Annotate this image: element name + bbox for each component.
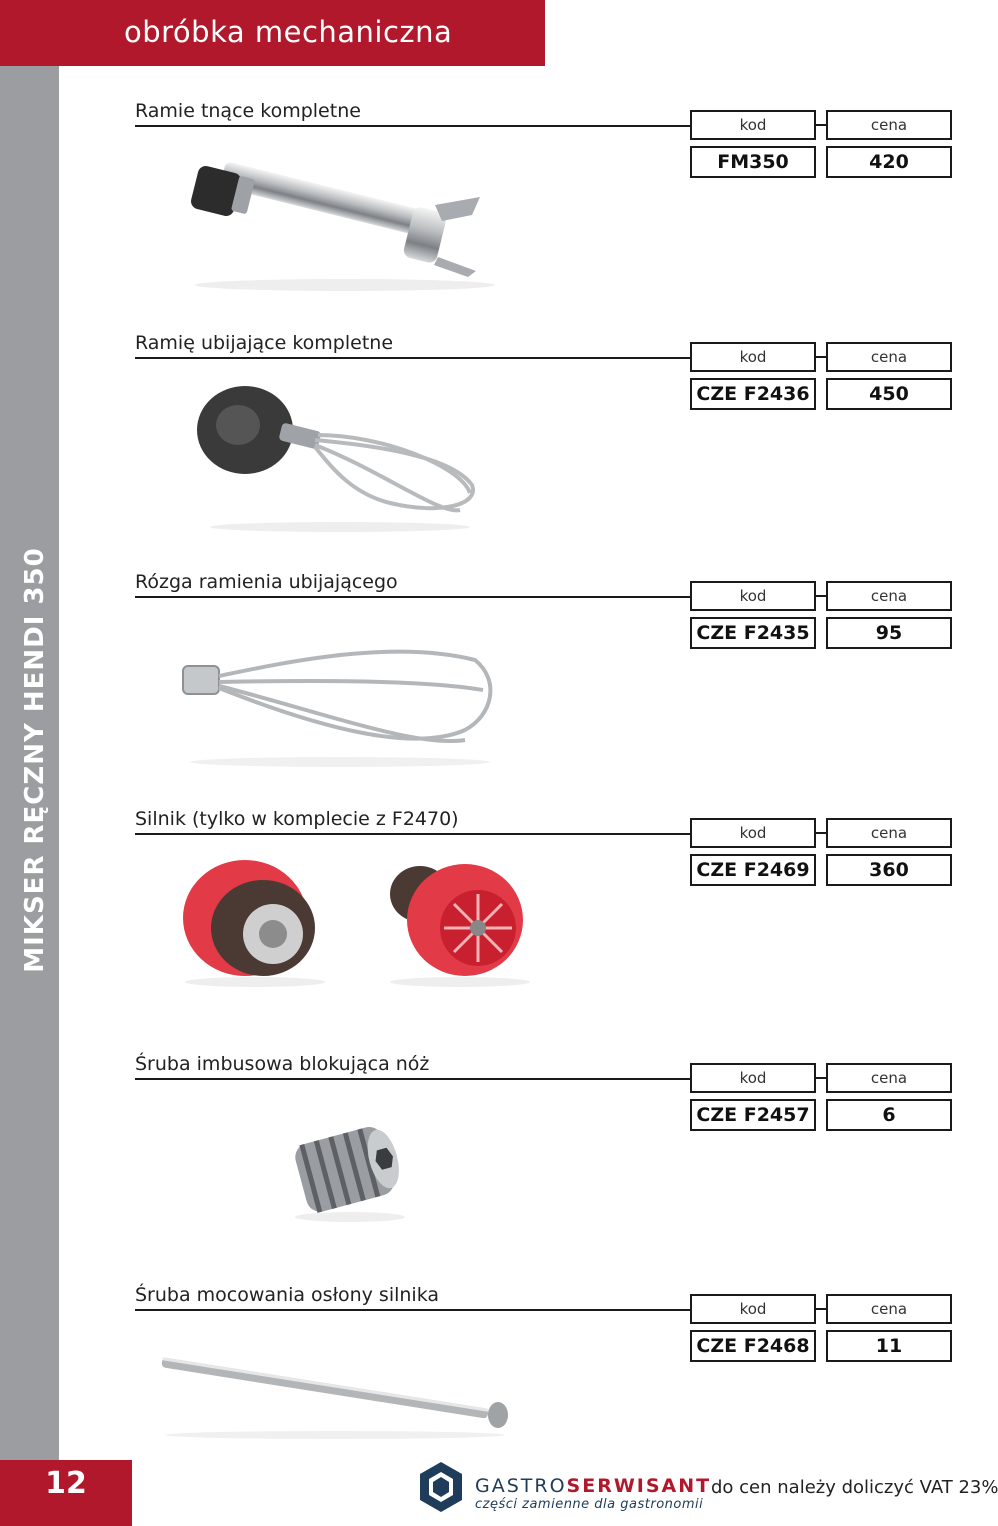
cena-value: 420 xyxy=(826,146,952,178)
vat-note: do cen należy doliczyć VAT 23% xyxy=(711,1477,998,1498)
product-underline xyxy=(135,596,691,598)
cena-label: cena xyxy=(826,818,952,848)
cena-value: 6 xyxy=(826,1099,952,1131)
kod-label: kod xyxy=(690,1294,816,1324)
brand-name xyxy=(475,1475,711,1497)
column-connector xyxy=(816,595,826,597)
section-title: obróbka mechaniczna xyxy=(124,15,453,49)
long-screw-image xyxy=(150,1335,520,1445)
kod-label: kod xyxy=(690,110,816,140)
product-underline xyxy=(135,833,691,835)
whisk-arm-image xyxy=(190,375,490,535)
product-name: Rózga ramienia ubijającego xyxy=(135,571,398,593)
column-connector xyxy=(816,1077,826,1079)
cena-value: 360 xyxy=(826,854,952,886)
product-name: Ramie tnące kompletne xyxy=(135,100,361,122)
cena-label: cena xyxy=(826,1063,952,1093)
cena-value: 11 xyxy=(826,1330,952,1362)
cena-label: cena xyxy=(826,342,952,372)
side-label: MIKSER RĘCZNY HENDI 350 xyxy=(20,547,50,973)
cena-value: 450 xyxy=(826,378,952,410)
kod-value: CZE F2469 xyxy=(690,854,816,886)
blender-shaft-image xyxy=(180,145,510,295)
cena-label: cena xyxy=(826,1294,952,1324)
product-underline xyxy=(135,357,691,359)
column-connector xyxy=(816,1308,826,1310)
kod-value: CZE F2457 xyxy=(690,1099,816,1131)
column-connector xyxy=(816,356,826,358)
cena-label: cena xyxy=(826,581,952,611)
product-name: Ramię ubijające kompletne xyxy=(135,332,394,354)
page-number: 12 xyxy=(45,1466,87,1501)
kod-value: CZE F2468 xyxy=(690,1330,816,1362)
motor-image xyxy=(175,850,335,990)
product-underline xyxy=(135,1309,691,1311)
kod-label: kod xyxy=(690,818,816,848)
kod-label: kod xyxy=(690,342,816,372)
motor-image xyxy=(380,850,540,990)
product-name: Silnik (tylko w komplecie z F2470) xyxy=(135,808,459,830)
brand-tagline: części zamienne dla gastronomii xyxy=(475,1497,704,1512)
product-underline xyxy=(135,125,691,127)
kod-value: CZE F2436 xyxy=(690,378,816,410)
brand-name-part1: GASTRO xyxy=(475,1475,567,1497)
cena-label: cena xyxy=(826,110,952,140)
brand-name-part2: SERWISANT xyxy=(566,1475,712,1497)
kod-value: CZE F2435 xyxy=(690,617,816,649)
set-screw-image xyxy=(285,1115,415,1225)
column-connector xyxy=(816,832,826,834)
gastroserwisant-logo-icon xyxy=(417,1460,465,1514)
product-underline xyxy=(135,1078,691,1080)
kod-label: kod xyxy=(690,581,816,611)
kod-label: kod xyxy=(690,1063,816,1093)
whisk-image xyxy=(175,640,505,770)
kod-value: FM350 xyxy=(690,146,816,178)
product-name: Śruba imbusowa blokująca nóż xyxy=(135,1053,430,1075)
column-connector xyxy=(816,124,826,126)
cena-value: 95 xyxy=(826,617,952,649)
product-name: Śruba mocowania osłony silnika xyxy=(135,1284,440,1306)
